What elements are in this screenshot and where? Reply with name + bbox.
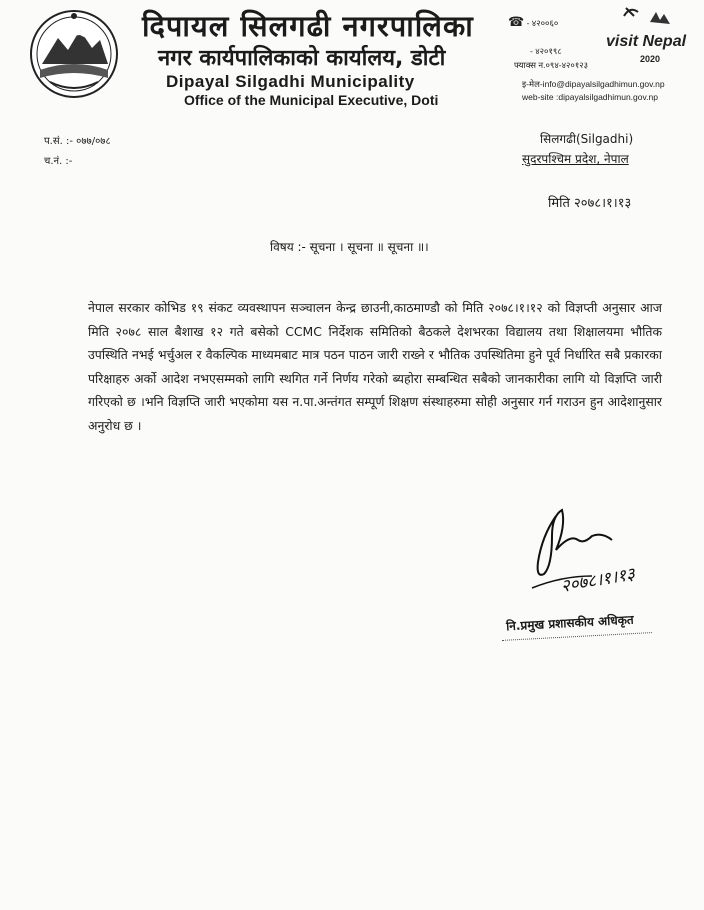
municipality-name-nepali: दिपायल सिलगढी नगरपालिका	[142, 9, 474, 43]
fax-number: फ्याक्स न.०९४-४२०१२३	[514, 60, 589, 70]
website-address: web-site :dipayalsilgadhimun.gov.np	[522, 92, 658, 102]
visit-nepal-text: visit Nepal	[606, 33, 687, 50]
email-address: इ-मेल-info@dipayalsilgadhimun.gov.np	[522, 79, 665, 89]
phone-line-2: - ४२०१९८	[530, 46, 562, 56]
dispatch-number: च.नं. :-	[44, 156, 73, 167]
phone-icon: ☎	[508, 14, 525, 29]
address-city: सिलगढी(Silgadhi)	[540, 132, 634, 146]
visit-nepal-year: 2020	[640, 54, 661, 64]
office-name-english: Office of the Municipal Executive, Doti	[184, 92, 439, 108]
letter-date: मिति २०७८।१।१३	[548, 196, 632, 211]
designation-dotted-line	[502, 632, 652, 641]
address-province: सुदरपश्चिम प्रदेश, नेपाल	[522, 152, 629, 166]
letter-number: प.सं. :- ०७७/०७८	[44, 136, 111, 147]
handwritten-signature	[522, 496, 662, 602]
signature-date: २०७८।१।१३	[559, 564, 637, 597]
office-name-nepali: नगर कार्यपालिकाको कार्यालय, डोटी	[158, 46, 446, 71]
phone-line-1: ☎ - ४२००६०	[508, 14, 559, 29]
subject-line: विषय :- सूचना । सूचना ॥ सूचना ॥।	[270, 240, 429, 254]
municipality-emblem-logo	[28, 8, 120, 100]
signatory-designation: नि.प्रमुख प्रशासकीय अधिकृत	[505, 612, 635, 634]
notice-body: नेपाल सरकार कोभिड १९ संकट व्यवस्थापन सञ्चालन केन्द्र छाउनी,काठमाण्डौ को मिति २०७८।१।१२ को विज्ञप्ती अनुसार आज मिति २०७८ साल बैशाख १२ गते बसेको CCMC निर्देशक समितिको बैठकले देशभरका विद्यालय तथा शिक्षालयमा भौतिक उपस्थिति नभई भर्चुअल र वैकल्पिक माध्यमबाट मात्र पठन पाठन जारी राख्ने र भौतिक उपस्थितिमा हुने पूर्व निर्धारित सबै प्रकारका परिक्षाहरु अर्को आदेश नभएसम्मको लागि स्थगित गर्ने निर्णय गरेको ब्यहोरा सम्बन्धित सबैको जानकारीका लागि यो विज्ञप्ति जारी गरिएको छ ।भनि विज्ञप्ति जारी भएकोमा यस न.पा.अन्तंगत सम्पूर्ण शिक्षण संस्थाहरुमा सोही अनुसार गर्न गराउन हुन आदेशानुसार अनुरोध छ ।	[88, 300, 662, 433]
municipality-name-english: Dipayal Silgadhi Municipality	[166, 72, 415, 91]
visit-nepal-2020-logo	[604, 2, 696, 74]
